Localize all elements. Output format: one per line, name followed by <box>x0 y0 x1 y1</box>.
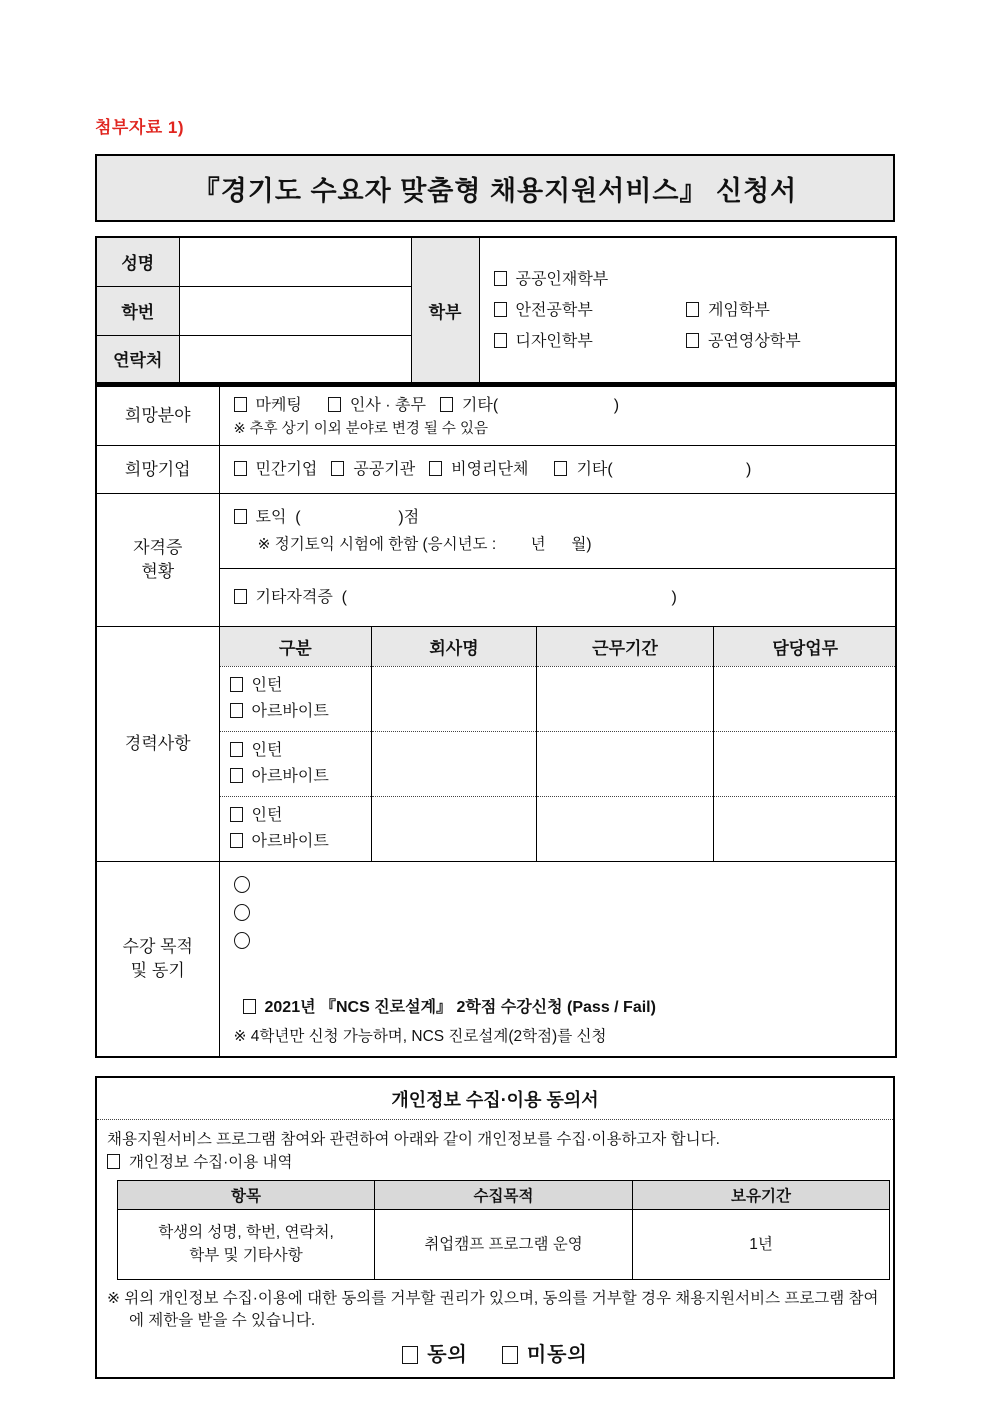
consent-items-line: 학부 및 기타사항 <box>189 1247 303 1264</box>
student-id-input-cell[interactable] <box>179 286 411 335</box>
certificate-row <box>96 494 896 569</box>
career-type-cell <box>220 666 372 731</box>
career-entry-row <box>220 731 897 796</box>
checkbox-icon[interactable] <box>494 302 507 317</box>
consent-choice-line <box>107 1338 883 1367</box>
career-entry-row <box>220 796 897 861</box>
department-option-label: 디자인학부 <box>515 332 593 350</box>
applicant-table <box>95 236 897 386</box>
consent-items-line: 학생의 성명, 학번, 연락처, <box>158 1224 334 1241</box>
checkbox-icon[interactable] <box>402 1346 418 1364</box>
career-header-period: 근무기간 <box>537 627 714 666</box>
career-header-row <box>220 627 897 666</box>
checkbox-icon[interactable] <box>686 333 699 348</box>
career-period-cell[interactable] <box>537 796 714 861</box>
consent-body <box>97 1120 893 1377</box>
desired-field-note: ※ 추후 상기 이외 분야로 변경 될 수 있음 <box>233 421 488 437</box>
desired-company-row <box>96 446 896 494</box>
checkbox-icon[interactable] <box>234 461 247 476</box>
career-table-cell <box>219 627 896 862</box>
certificate-label <box>96 494 219 627</box>
career-company-cell[interactable] <box>372 731 537 796</box>
career-entry-row <box>220 666 897 731</box>
checkbox-icon[interactable] <box>502 1346 518 1364</box>
table-row <box>96 237 896 286</box>
department-option-label: 게임학부 <box>707 301 770 319</box>
certificate-label-line: 현황 <box>141 562 175 581</box>
department-option-row <box>494 326 896 357</box>
consent-period-cell: 1년 <box>633 1209 890 1279</box>
consent-detail-table <box>117 1180 890 1280</box>
checkbox-icon[interactable] <box>234 397 247 412</box>
purpose-row <box>96 861 896 1057</box>
checkbox-icon[interactable] <box>494 271 507 286</box>
other-certificate-cell <box>219 569 896 627</box>
consent-detail-label: 개인정보 수집·이용 내역 <box>129 1153 293 1171</box>
career-type-option: 인턴 <box>251 741 283 759</box>
name-label: 성명 <box>96 237 179 286</box>
name-input-cell[interactable] <box>179 237 411 286</box>
contact-label: 연락처 <box>96 335 179 384</box>
checkbox-icon[interactable] <box>429 461 442 476</box>
application-detail-table <box>95 386 897 1058</box>
circle-bullet-icon <box>234 932 250 949</box>
department-label: 학부 <box>411 237 479 384</box>
department-option-row <box>494 264 896 295</box>
career-duty-cell[interactable] <box>714 666 897 731</box>
toeic-option: 토익 ( )점 <box>255 509 420 526</box>
career-type-option: 아르바이트 <box>251 702 329 720</box>
desired-field-row <box>96 387 896 446</box>
checkbox-icon[interactable] <box>331 461 344 476</box>
circle-bullet-icon <box>234 876 250 893</box>
career-type-option: 인턴 <box>251 676 283 694</box>
desired-field-option: 마케팅 <box>255 397 302 414</box>
purpose-label-line: 수강 목적 <box>122 936 193 956</box>
circle-bullet-icon <box>234 904 250 921</box>
department-option-row <box>494 295 896 326</box>
career-type-cell <box>220 796 372 861</box>
checkbox-icon[interactable] <box>440 397 453 412</box>
consent-title: 개인정보 수집·이용 동의서 <box>97 1078 893 1120</box>
checkbox-icon[interactable] <box>328 397 341 412</box>
checkbox-icon[interactable] <box>494 333 507 348</box>
checkbox-icon[interactable] <box>234 589 247 604</box>
other-certificate-option: 기타자격증 ( ) <box>255 589 677 606</box>
checkbox-icon[interactable] <box>230 742 243 757</box>
career-duty-cell[interactable] <box>714 796 897 861</box>
consent-header-purpose: 수집목적 <box>375 1180 633 1209</box>
desired-company-label: 희망기업 <box>96 446 219 494</box>
purpose-label-line: 및 동기 <box>130 960 185 980</box>
consent-detail-line <box>107 1151 883 1174</box>
desired-company-options-cell <box>219 446 896 494</box>
checkbox-icon[interactable] <box>107 1154 120 1169</box>
checkbox-icon[interactable] <box>230 768 243 783</box>
toeic-note: ※ 정기토익 시험에 한함 (응시년도 : 년 월) <box>257 536 592 553</box>
career-type-cell <box>220 731 372 796</box>
department-option-label: 공연영상학부 <box>707 332 801 350</box>
consent-items-cell <box>118 1209 375 1279</box>
consent-intro: 채용지원서비스 프로그램 참여와 관련하여 아래와 같이 개인정보를 수집·이용하고자 합니다. <box>107 1130 720 1148</box>
consent-refusal-note: ※ 위의 개인정보 수집·이용에 대한 동의를 거부할 권리가 있으며, 동의를 거부할 경우 채용지원서비스 프로그램 참여에 제한을 받을 수 있습니다. <box>107 1289 879 1329</box>
consent-header-item: 항목 <box>118 1180 375 1209</box>
contact-input-cell[interactable] <box>179 335 411 384</box>
student-id-label: 학번 <box>96 286 179 335</box>
career-company-cell[interactable] <box>372 796 537 861</box>
desired-company-option: 비영리단체 <box>451 461 529 478</box>
checkbox-icon[interactable] <box>686 302 699 317</box>
checkbox-icon[interactable] <box>234 509 247 524</box>
certificate-label-line: 자격증 <box>133 538 183 557</box>
career-type-option: 인턴 <box>251 806 283 824</box>
consent-purpose-cell: 취업캠프 프로그램 운영 <box>375 1209 633 1279</box>
desired-field-options-cell <box>219 387 896 446</box>
department-option-label: 안전공학부 <box>515 301 593 319</box>
career-row <box>96 627 896 862</box>
purpose-note: ※ 4학년만 신청 가능하며, NCS 진로설계(2학점)를 신청 <box>233 1027 607 1045</box>
career-duty-cell[interactable] <box>714 731 897 796</box>
checkbox-icon[interactable] <box>230 703 243 718</box>
desired-company-option: 민간기업 <box>255 461 318 478</box>
career-type-option: 아르바이트 <box>251 832 329 850</box>
checkbox-icon[interactable] <box>230 833 243 848</box>
form-title-box <box>95 154 895 222</box>
purpose-content-cell[interactable] <box>219 861 896 1057</box>
attachment-label: 첨부자료 1) <box>95 118 185 137</box>
purpose-label <box>96 861 219 1057</box>
department-options-cell <box>479 237 896 384</box>
desired-field-option: 인사 · 총무 <box>349 397 426 414</box>
career-type-option: 아르바이트 <box>251 767 329 785</box>
checkbox-icon[interactable] <box>243 999 256 1014</box>
department-option-label: 공공인재학부 <box>515 270 609 288</box>
career-header-type: 구분 <box>220 627 372 666</box>
agree-label: 동의 <box>427 1343 468 1366</box>
career-company-cell[interactable] <box>372 666 537 731</box>
career-header-company: 회사명 <box>372 627 537 666</box>
disagree-label: 미동의 <box>526 1343 588 1366</box>
checkbox-icon[interactable] <box>554 461 567 476</box>
career-period-cell[interactable] <box>537 731 714 796</box>
career-table <box>220 627 897 861</box>
checkbox-icon[interactable] <box>230 807 243 822</box>
career-period-cell[interactable] <box>537 666 714 731</box>
consent-table-data-row <box>118 1209 890 1279</box>
form-title: 『경기도 수요자 맞춤형 채용지원서비스』 신청서 <box>192 175 798 206</box>
toeic-cell <box>219 494 896 569</box>
career-label: 경력사항 <box>96 627 219 862</box>
desired-company-option: 공공기관 <box>353 461 416 478</box>
checkbox-icon[interactable] <box>230 677 243 692</box>
desired-company-other-option: 기타( ) <box>576 461 752 478</box>
consent-table-header-row <box>118 1180 890 1209</box>
desired-field-other-option: 기타( ) <box>461 397 620 414</box>
career-header-duty: 담당업무 <box>714 627 897 666</box>
privacy-consent-box <box>95 1076 895 1379</box>
consent-header-period: 보유기간 <box>633 1180 890 1209</box>
ncs-option-label: 2021년 『NCS 진로설계』 2학점 수강신청 (Pass / Fail) <box>264 998 656 1016</box>
desired-field-label: 희망분야 <box>96 387 219 446</box>
